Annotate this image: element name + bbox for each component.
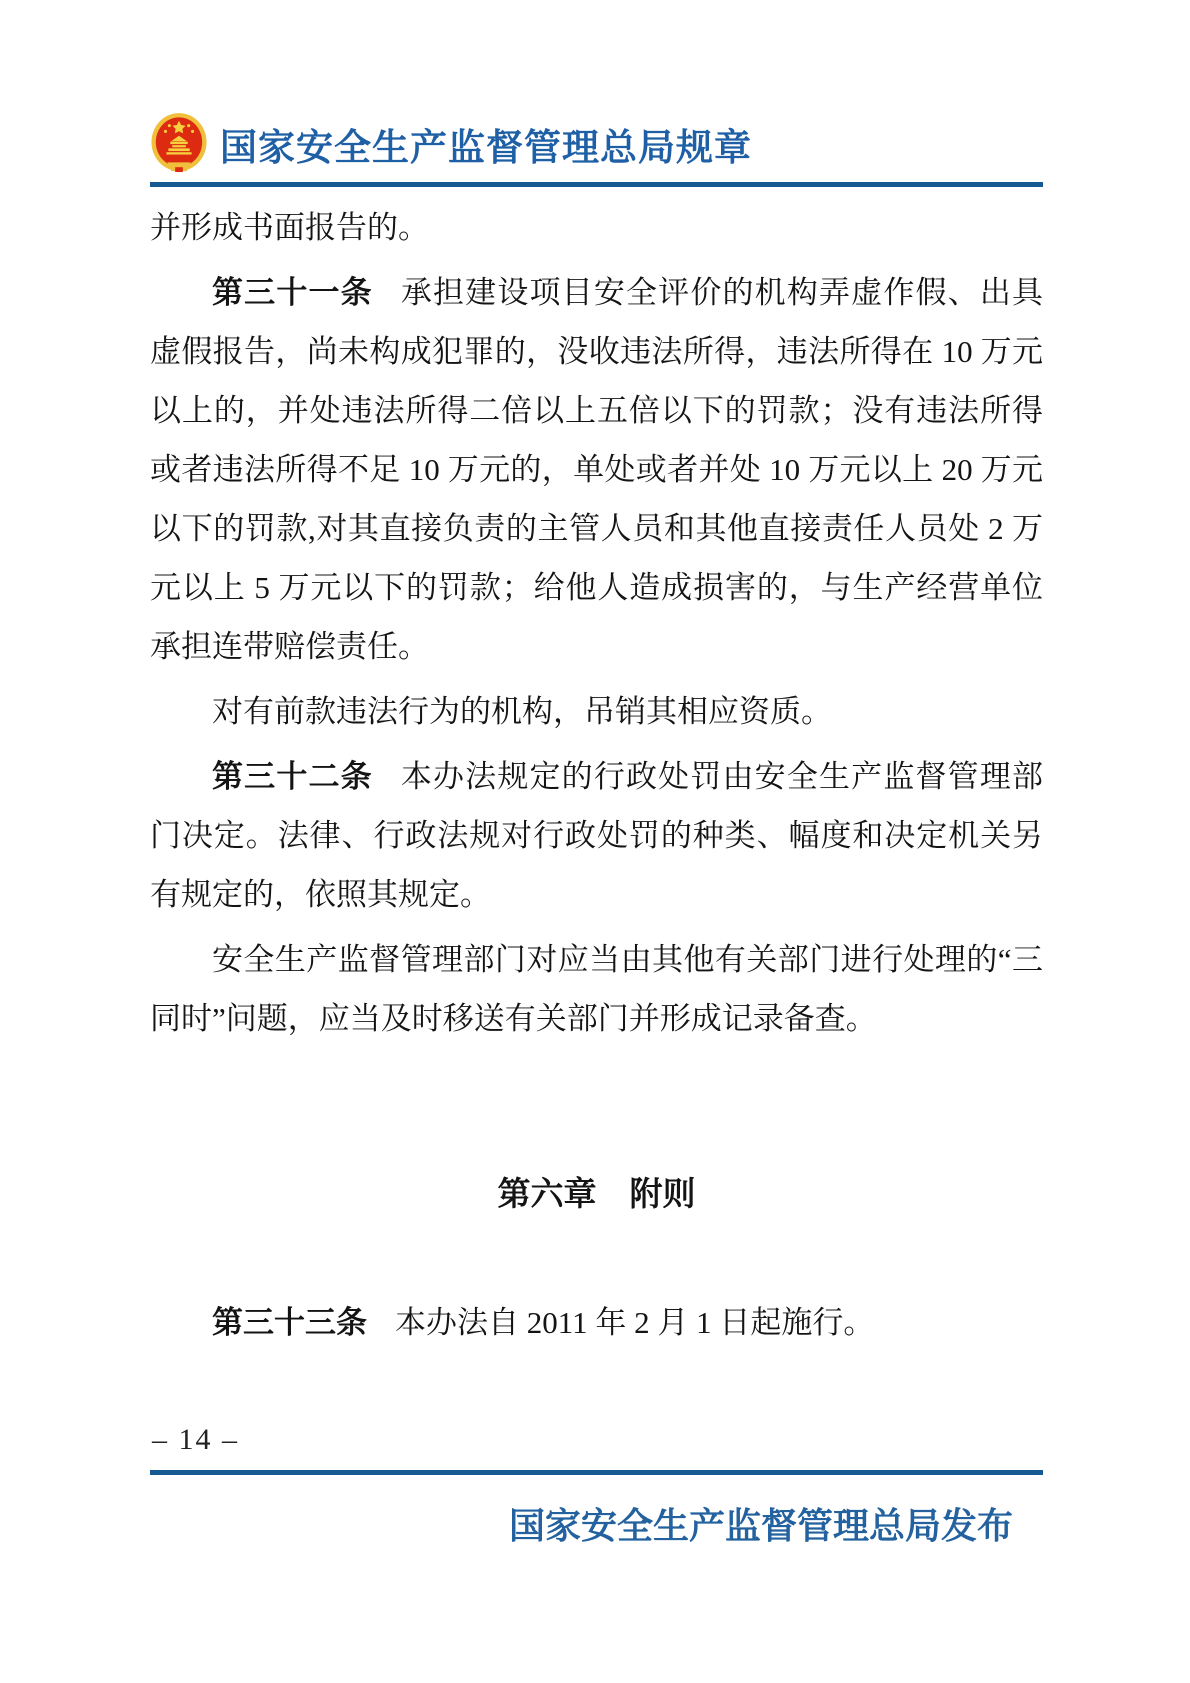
paragraph-text: 本办法自 2011 年 2 月 1 日起施行。	[395, 1305, 875, 1340]
article-number: 第三十一条	[212, 275, 373, 310]
paragraph-revoke-qualification	[150, 682, 1043, 741]
paragraph-article-33	[150, 1293, 1043, 1352]
header-rule	[150, 182, 1043, 187]
paragraph-article-31	[150, 263, 1043, 676]
header-title: 国家安全生产监督管理总局规章	[220, 128, 752, 169]
china-national-emblem-icon	[150, 112, 208, 176]
footer-publisher: 国家安全生产监督管理总局发布	[508, 1506, 1013, 1546]
chapter-heading: 第六章 附则	[497, 1177, 696, 1213]
page-number: – 14 –	[152, 1423, 239, 1456]
footer-rule	[150, 1470, 1043, 1475]
paragraph-article-32	[150, 747, 1043, 924]
paragraph-text: 并形成书面报告的。	[150, 210, 429, 245]
paragraph-continuation	[150, 198, 1043, 257]
paragraph-text: 安全生产监督管理部门对应当由其他有关部门进行处理的“三同时”问题，应当及时移送有关部门并形成记录备查。	[150, 942, 1043, 1036]
header-brand-row	[150, 106, 1043, 182]
paragraph-text: 对有前款违法行为的机构，吊销其相应资质。	[212, 694, 832, 729]
article-number: 第三十二条	[212, 759, 373, 794]
page-header	[150, 106, 1043, 187]
paragraph-text: 承担建设项目安全评价的机构弄虚作假、出具虚假报告，尚未构成犯罪的，没收违法所得，违法所得在 10 万元以上的，并处违法所得二倍以上五倍以下的罚款；没有违法所得或者违法所得不足 10 万元的，单处或者并处 10 万元以上 20 万元以下的罚款,对其直接负责的主管人员和其他直接责任人员处 2 万元以上 5 万元以下的罚款；给他人造成损害的，与生产经营单位承担连带赔偿责任。	[150, 275, 1044, 664]
paragraph-three-simultaneous	[150, 930, 1043, 1048]
article-number: 第三十三条	[212, 1305, 367, 1340]
document-body	[150, 198, 1043, 1358]
paragraph-text: 本办法规定的行政处罚由安全生产监督管理部门决定。法律、行政法规对行政处罚的种类、幅度和决定机关另有规定的，依照其规定。	[150, 759, 1044, 912]
